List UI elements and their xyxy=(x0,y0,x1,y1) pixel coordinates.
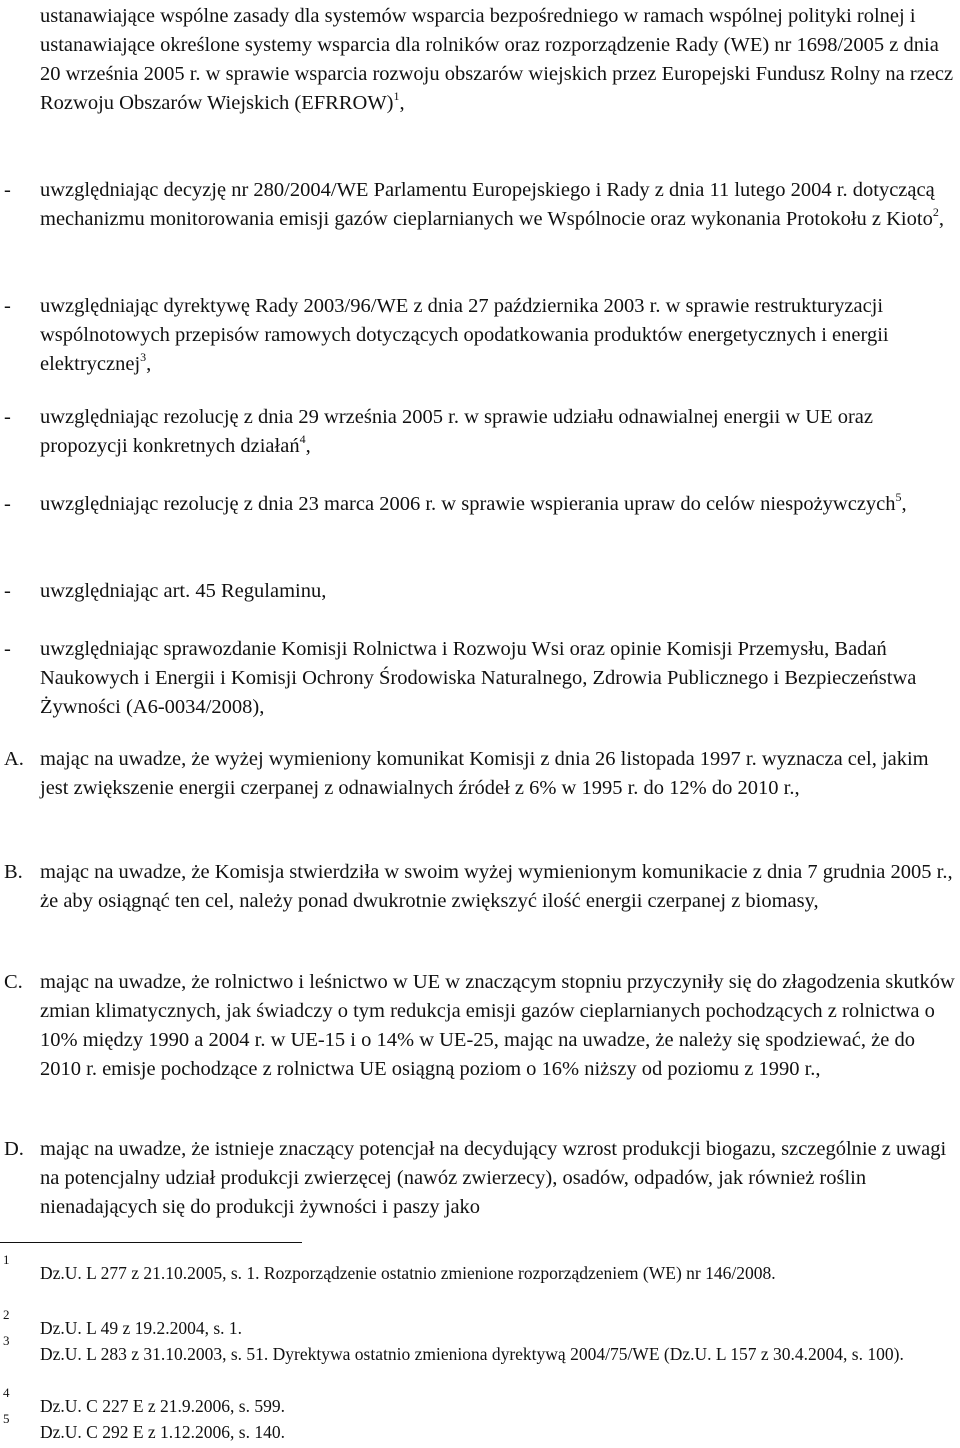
citation-text: uwzględniając sprawozdanie Komisji Rolnictwa i Rozwoju Wsi oraz opinie Komisji Przemysłu, Badań Naukowych i Energii i Komisji Ochrony Środowiska Naturalnego, Zdrowia Publicznego i Bezpieczeństwa Żywności (A6-0034/2008), xyxy=(40,638,917,718)
footnote-text: Dz.U. L 49 z 19.2.2004, s. 1. xyxy=(40,1318,243,1338)
citation-text: uwzględniając dyrektywę Rady 2003/96/WE z dnia 27 października 2003 r. w sprawie restrukturyzacji wspólnotowych przepisów ramowych dotyczących opodatkowania produktów energetycznych i energii elektrycznej xyxy=(40,295,889,375)
footnote-ref: 5 xyxy=(895,490,902,504)
dash-marker: - xyxy=(4,295,11,317)
dash-marker: - xyxy=(4,493,11,515)
continuation-paragraph: ustanawiające wspólne zasady dla systemów wsparcia bezpośredniego w ramach wspólnej polityki rolnej i ustanawiające określone systemy wsparcia dla rolników oraz rozporządzenie Rady (WE) nr 1698/2005 z dnia 20 września 2005 r. w sprawie wsparcia rozwoju obszarów wiejskich przez Europejski Fundusz Rolny na rzecz Rozwoju Obszarów Wiejskich (EFRROW)$^1$, xyxy=(40,5,954,114)
recital-text: mając na uwadze, że istnieje znaczący potencjał na decydujący wzrost produkcji biogazu, szczególnie z uwagi na potencjalny udział produkcji zwierzęcej (nawóz zwierzecy), osadów, odpadów, jak również roślin nienadających się do produkcji żywności i paszy jako xyxy=(40,1138,947,1218)
citation-text: uwzględniając rezolucję z dnia 29 września 2005 r. w sprawie udziału odnawialnej energii w UE oraz propozycji konkretnych działań xyxy=(40,406,873,457)
footnote-text: Dz.U. L 277 z 21.10.2005, s. 1. Rozporządzenie ostatnio zmienione rozporządzeniem (WE) nr 146/2008. xyxy=(40,1263,776,1283)
footnote-number: 2 xyxy=(3,1307,10,1322)
recital-letter: B. xyxy=(4,861,23,883)
recital-letter: A. xyxy=(4,748,24,770)
continuation-text: ustanawiające wspólne zasady dla systemów wsparcia bezpośredniego w ramach wspólnej polityki rolnej i ustanawiające określone systemy wsparcia dla rolników oraz rozporządzenie Rady (WE) nr 1698/2005 z dnia 20 września 2005 r. w sprawie wsparcia rozwoju obszarów wiejskich przez Europejski Fundusz Rolny na rzecz Rozwoju Obszarów Wiejskich (EFRROW) xyxy=(40,5,954,114)
recital-text: mając na uwadze, że Komisja stwierdziła w swoim wyżej wymienionym komunikacie z dnia 7 grudnia 2005 r., że aby osiągnąć ten cel, należy ponad dwukrotnie zwiększyć ilość energii czerpanej z biomasy, xyxy=(40,861,953,912)
footnote-number: 1 xyxy=(3,1252,10,1267)
recital-text: mając na uwadze, że rolnictwo i leśnictwo w UE w znaczącym stopniu przyczyniły się do złagodzenia skutków zmian klimatycznych, jak świadczy o tym redukcja emisji gazów cieplarnianych pochodzących z rolnictwa o 10% między 1990 a 2004 r. w UE-15 i o 14% w UE-25, mając na uwadze, że należy się spodziewać, że do 2010 r. emisje pochodzące z rolnictwa UE osiągną poziom o 16% niższy od poziomu z 1990 r., xyxy=(40,971,955,1080)
footnote-ref: 4 xyxy=(299,432,306,446)
recital-text: mając na uwadze, że wyżej wymieniony komunikat Komisji z dnia 26 listopada 1997 r. wyznacza cel, jakim jest zwiększenie energii czerpanej z odnawialnych źródeł z 6% w 1995 r. do 12% do 2010 r., xyxy=(40,748,929,799)
footnote-separator xyxy=(0,1242,302,1243)
citation-text: uwzględniając rezolucję z dnia 23 marca 2006 r. w sprawie wspierania upraw do celów niespożywczych xyxy=(40,493,896,515)
dash-marker: - xyxy=(4,638,11,660)
footnote-ref: 3 xyxy=(140,350,147,364)
footnote-ref: 1 xyxy=(393,89,400,103)
footnote-ref: 2 xyxy=(932,205,939,219)
footnote-number: 4 xyxy=(3,1385,10,1400)
citation-text: uwzględniając art. 45 Regulaminu, xyxy=(40,580,327,602)
recital-letter: C. xyxy=(4,971,23,993)
footnote-number: 3 xyxy=(3,1333,10,1348)
citation-text: uwzględniając decyzję nr 280/2004/WE Parlamentu Europejskiego i Rady z dnia 11 lutego 2004 r. dotyczącą mechanizmu monitorowania emisji gazów cieplarnianych we Wspólnocie oraz wykonania Protokołu z Kioto xyxy=(40,179,935,230)
recital-letter: D. xyxy=(4,1138,24,1160)
dash-marker: - xyxy=(4,580,11,602)
dash-marker: - xyxy=(4,406,11,428)
footnote-text: Dz.U. C 227 E z 21.9.2006, s. 599. xyxy=(40,1396,285,1416)
dash-marker: - xyxy=(4,179,11,201)
footnote-text: Dz.U. C 292 E z 1.12.2006, s. 140. xyxy=(40,1422,285,1442)
footnote-number: 5 xyxy=(3,1411,10,1426)
footnote-text: Dz.U. L 283 z 31.10.2003, s. 51. Dyrektywa ostatnio zmieniona dyrektywą 2004/75/WE (Dz.U. L 157 z 30.4.2004, s. 100). xyxy=(40,1344,904,1364)
